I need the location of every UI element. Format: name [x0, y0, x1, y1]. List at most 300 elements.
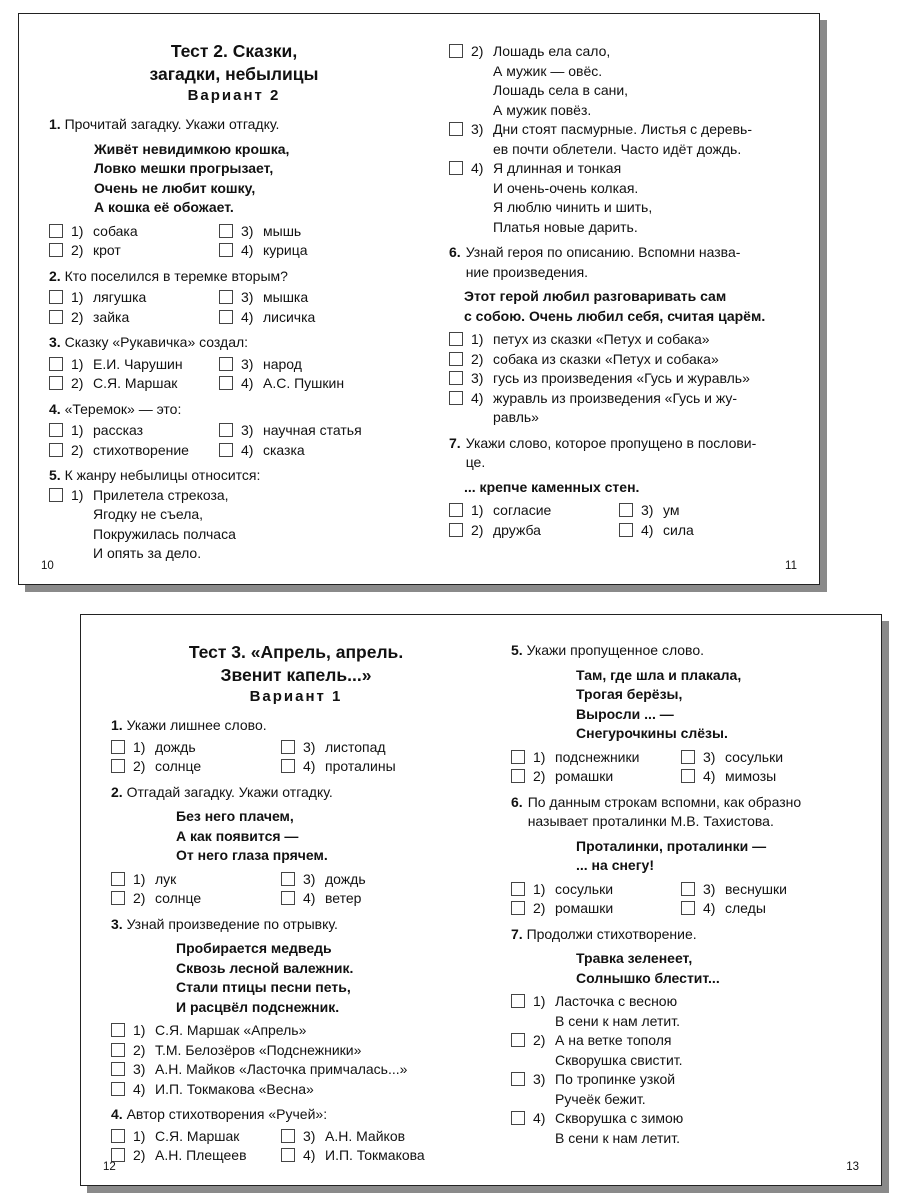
option[interactable]: [281, 757, 451, 777]
poem-text: [576, 837, 881, 876]
option-text: ромашки: [555, 900, 614, 916]
option[interactable]: [281, 738, 451, 758]
option[interactable]: [449, 330, 789, 350]
question-text: Прочитай загадку. Укажи отгадку.: [64, 116, 280, 132]
option[interactable]: [111, 1146, 281, 1166]
checkbox[interactable]: [511, 882, 525, 896]
poem-text: [576, 666, 881, 744]
option-number: 3): [703, 748, 716, 765]
option[interactable]: [219, 222, 389, 242]
option[interactable]: [681, 748, 851, 768]
option-number: 4): [241, 242, 254, 258]
option-number: 2): [133, 1147, 146, 1163]
options-q6: [449, 330, 819, 428]
option[interactable]: [111, 1080, 451, 1100]
checkbox[interactable]: [49, 443, 63, 457]
question-number: 3.: [49, 334, 61, 350]
checkbox[interactable]: [511, 901, 525, 915]
question-number: 4.: [111, 1106, 123, 1122]
test-title: [111, 641, 481, 687]
option-text: подснежники: [555, 748, 640, 765]
poem-line: А как появится —: [176, 827, 299, 844]
option-number: 1): [71, 486, 84, 503]
question-number: 1.: [49, 116, 61, 132]
question-text: Сказку «Рукавичка» создал:: [64, 334, 249, 350]
options-q6: [511, 880, 881, 919]
options-q2: [111, 870, 481, 909]
poem-line: Сквозь лесной валежник.: [176, 959, 354, 976]
options-q1: [111, 738, 481, 777]
question-text: Продолжи стихотворение.: [526, 925, 697, 942]
checkbox[interactable]: [511, 1111, 525, 1125]
option-number: 1): [71, 355, 84, 372]
option-text: дождь: [155, 738, 196, 755]
option-number: 1): [133, 1127, 146, 1144]
option[interactable]: [511, 1070, 851, 1109]
checkbox[interactable]: [111, 891, 125, 905]
option-number: 3): [303, 738, 316, 755]
checkbox[interactable]: [111, 1148, 125, 1162]
option[interactable]: [111, 738, 281, 758]
option[interactable]: [449, 120, 789, 159]
option[interactable]: [449, 501, 619, 521]
option[interactable]: [49, 355, 219, 375]
checkbox[interactable]: [49, 290, 63, 304]
option[interactable]: [281, 1146, 451, 1166]
excerpt-text: [176, 939, 481, 1017]
checkbox[interactable]: [449, 523, 463, 537]
question-5: [49, 466, 419, 486]
option[interactable]: [681, 880, 851, 900]
question-text: Отгадай загадку. Укажи отгадку.: [126, 783, 333, 800]
option-text: Ласточка с весною В сени к нам летит.: [555, 993, 680, 1029]
options-q2: [49, 288, 419, 327]
option-text: сила: [663, 521, 694, 538]
option-text: Лошадь ела сало, А мужик — овёс. Лошадь села в сани, А мужик повёз.: [493, 43, 629, 118]
page-10: [49, 40, 419, 564]
option-text: научная статья: [263, 422, 362, 438]
checkbox[interactable]: [281, 1148, 295, 1162]
option-number: 1): [471, 502, 484, 518]
question-7: [511, 925, 881, 945]
option-text: Скворушка с зимою В сени к нам летит.: [555, 1110, 684, 1146]
checkbox[interactable]: [111, 759, 125, 773]
question-2: [111, 783, 481, 803]
question-number: 5.: [49, 467, 61, 483]
checkbox[interactable]: [449, 122, 463, 136]
option-number: 2): [133, 890, 146, 906]
option[interactable]: [219, 441, 389, 461]
option-number: 2): [133, 1041, 146, 1058]
page-11: [449, 42, 819, 540]
option-text: сосульки: [555, 880, 614, 897]
option-number: 1): [71, 422, 84, 438]
checkbox[interactable]: [281, 872, 295, 886]
checkbox[interactable]: [449, 161, 463, 175]
option-text: И.П. Токмакова: [325, 1147, 425, 1163]
poem-text: [576, 949, 881, 988]
option-text: зайка: [93, 308, 130, 325]
test-title: [49, 40, 419, 86]
option-text: петух из сказки «Петух и собака»: [493, 331, 710, 347]
variant-label: Вариант 1: [249, 688, 343, 705]
option-text: И.П. Токмакова «Весна»: [155, 1080, 314, 1097]
option-number: 3): [471, 370, 484, 386]
option[interactable]: [49, 308, 219, 328]
checkbox[interactable]: [111, 1043, 125, 1057]
option[interactable]: [111, 1127, 281, 1147]
option-number: 2): [71, 308, 84, 325]
question-7: [449, 434, 819, 473]
option-number: 2): [533, 768, 546, 784]
checkbox[interactable]: [49, 488, 63, 502]
option-text: лисичка: [263, 308, 316, 325]
poem-line: Этот герой любил разговаривать сам: [464, 288, 727, 304]
option-number: 4): [303, 758, 316, 774]
option-text: собака из сказки «Петух и собака»: [493, 350, 719, 367]
option-number: 3): [303, 870, 316, 887]
option[interactable]: [281, 1127, 451, 1147]
option[interactable]: [281, 889, 451, 909]
option[interactable]: [49, 288, 219, 308]
option-text: мышь: [263, 222, 302, 239]
option-text: проталины: [325, 758, 396, 774]
option-text: собака: [93, 222, 138, 239]
option[interactable]: [449, 350, 789, 370]
option-text: сказка: [263, 441, 305, 458]
title-line: Звенит капель...»: [220, 665, 372, 685]
option-text: Я длинная и тонкая И очень-очень колкая. Я люблю чинить и шить, Платья новые дарить.: [493, 160, 653, 235]
options-q5-right: [449, 42, 819, 237]
option[interactable]: [111, 870, 281, 890]
option-text: А.Н. Майков «Ласточка примчалась...»: [155, 1061, 408, 1077]
option-text: стихотворение: [93, 441, 189, 458]
option[interactable]: [49, 441, 219, 461]
option-number: 1): [533, 748, 546, 765]
checkbox[interactable]: [111, 1129, 125, 1143]
option-number: 3): [533, 1071, 546, 1087]
option-text: ум: [663, 502, 680, 518]
checkbox[interactable]: [449, 391, 463, 405]
poem-line: ... на снегу!: [576, 857, 654, 873]
option-text: согласие: [493, 502, 552, 518]
options-q7: [511, 992, 881, 1148]
option-number: 1): [471, 331, 484, 347]
option-text: дождь: [325, 870, 366, 887]
option[interactable]: [449, 521, 619, 541]
option-text: Дни стоят пасмурные. Листья с деревь- ев почти облетели. Часто идёт дождь.: [493, 121, 752, 157]
option[interactable]: [449, 159, 789, 237]
poem-line: А кошка её обожает.: [94, 199, 234, 215]
option[interactable]: [511, 767, 681, 787]
option-text: По тропинке узкой Ручеёк бежит.: [555, 1071, 676, 1107]
option[interactable]: [619, 521, 789, 541]
page-13: [511, 641, 881, 1148]
question-3: [49, 333, 419, 353]
option-text: А на ветке тополя Скворушка свистит.: [555, 1032, 683, 1068]
checkbox[interactable]: [449, 44, 463, 58]
option-text: А.Н. Майков: [325, 1127, 406, 1144]
option[interactable]: [49, 421, 219, 441]
question-text: Автор стихотворения «Ручей»:: [126, 1106, 328, 1122]
option[interactable]: [49, 222, 219, 242]
option-text: солнце: [155, 890, 202, 906]
poem-line: Солнышко блестит...: [576, 969, 720, 986]
option[interactable]: [511, 880, 681, 900]
question-3: [111, 915, 481, 935]
option[interactable]: [111, 757, 281, 777]
option-text: курица: [263, 242, 308, 258]
option[interactable]: [49, 486, 389, 564]
checkbox[interactable]: [619, 503, 633, 517]
checkbox[interactable]: [111, 872, 125, 886]
option-number: 4): [533, 1110, 546, 1126]
option-text: дружба: [493, 521, 541, 538]
option[interactable]: [619, 501, 789, 521]
option[interactable]: [681, 899, 851, 919]
book-spread-bottom: [80, 614, 882, 1186]
question-text: Кто поселился в теремке вторым?: [64, 267, 288, 284]
checkbox[interactable]: [219, 443, 233, 457]
option-text: журавль из произведения «Гусь и жу- равль»: [493, 389, 738, 425]
option-text: гусь из произведения «Гусь и журавль»: [493, 370, 750, 386]
poem-line: Там, где шла и плакала,: [576, 666, 742, 683]
checkbox[interactable]: [511, 750, 525, 764]
checkbox[interactable]: [511, 994, 525, 1008]
checkbox[interactable]: [511, 769, 525, 783]
checkbox[interactable]: [281, 740, 295, 754]
option-number: 4): [303, 890, 316, 906]
option-text: лягушка: [93, 289, 147, 305]
poem-line: Без него плачем,: [176, 808, 294, 824]
checkbox[interactable]: [111, 1023, 125, 1037]
poem-line: Живёт невидимкою крошка,: [94, 140, 290, 157]
option-text: ромашки: [555, 768, 614, 784]
title-line: Тест 2. Сказки,: [170, 41, 298, 61]
checkbox[interactable]: [111, 1062, 125, 1076]
checkbox[interactable]: [49, 357, 63, 371]
poem-line: Трогая берёзы,: [576, 686, 683, 702]
checkbox[interactable]: [219, 224, 233, 238]
checkbox[interactable]: [281, 891, 295, 905]
option-text: ветер: [325, 890, 362, 906]
question-text: Укажи слово, которое пропущено в послови- це.: [465, 434, 757, 470]
question-6: [511, 793, 881, 832]
title-line: Тест 3. «Апрель, апрель.: [188, 642, 404, 662]
option-number: 3): [241, 422, 254, 438]
option-number: 3): [471, 121, 484, 137]
checkbox[interactable]: [219, 290, 233, 304]
poem-line: ... крепче каменных стен.: [464, 478, 640, 495]
option[interactable]: [511, 992, 851, 1031]
poem-line: Пробирается медведь: [176, 940, 332, 956]
checkbox[interactable]: [219, 376, 233, 390]
option-number: 3): [641, 502, 654, 518]
poem-line: От него глаза прячем.: [176, 847, 328, 863]
option-number: 2): [533, 900, 546, 916]
option-number: 3): [133, 1061, 146, 1077]
checkbox[interactable]: [619, 523, 633, 537]
checkbox[interactable]: [681, 769, 695, 783]
checkbox[interactable]: [49, 423, 63, 437]
question-text: К жанру небылицы относится:: [64, 467, 261, 483]
option-text: крот: [93, 242, 121, 258]
option[interactable]: [219, 421, 389, 441]
option-text: веснушки: [725, 880, 787, 897]
checkbox[interactable]: [49, 376, 63, 390]
option[interactable]: [511, 1031, 851, 1070]
variant-label: Вариант 2: [187, 87, 281, 104]
question-number: 7.: [511, 925, 523, 942]
riddle-text: [176, 807, 481, 866]
question-number: 4.: [49, 400, 61, 417]
poem-line: Проталинки, проталинки —: [576, 837, 767, 854]
checkbox[interactable]: [219, 310, 233, 324]
option-text: С.Я. Маршак «Апрель»: [155, 1022, 307, 1038]
option-text: С.Я. Маршак: [93, 375, 178, 391]
option[interactable]: [219, 374, 389, 394]
option[interactable]: [49, 374, 219, 394]
option-text: следы: [725, 900, 766, 916]
question-text: «Теремок» — это:: [64, 400, 182, 417]
option-number: 2): [71, 242, 84, 258]
option-text: А.С. Пушкин: [263, 375, 345, 391]
options-q7: [449, 501, 819, 540]
option-number: 3): [241, 222, 254, 239]
option-number: 1): [133, 1022, 146, 1038]
checkbox[interactable]: [281, 1129, 295, 1143]
checkbox[interactable]: [49, 224, 63, 238]
options-q4: [49, 421, 419, 460]
option[interactable]: [219, 241, 389, 261]
question-number: 7.: [449, 434, 461, 451]
option-number: 4): [471, 160, 484, 176]
option[interactable]: [219, 288, 389, 308]
option-text: рассказ: [93, 422, 144, 438]
option[interactable]: [49, 241, 219, 261]
question-5: [511, 641, 881, 661]
option[interactable]: [511, 1109, 851, 1148]
checkbox[interactable]: [219, 357, 233, 371]
checkbox[interactable]: [449, 371, 463, 385]
option[interactable]: [219, 355, 389, 375]
checkbox[interactable]: [681, 750, 695, 764]
option-number: 1): [533, 880, 546, 897]
option-number: 1): [71, 222, 84, 239]
option-text: листопад: [325, 738, 386, 755]
checkbox[interactable]: [681, 882, 695, 896]
option-number: 1): [533, 993, 546, 1009]
question-text: Узнай произведение по отрывку.: [126, 915, 338, 932]
question-text: Узнай героя по описанию. Вспомни назва- ние произведения.: [465, 244, 741, 280]
question-1: [49, 115, 419, 135]
option-text: Прилетела стрекоза, Ягодку не съела, Покружилась полчаса И опять за дело.: [93, 486, 236, 561]
option[interactable]: [449, 369, 789, 389]
option[interactable]: [511, 899, 681, 919]
option-text: солнце: [155, 758, 202, 774]
page-number: 12: [103, 1161, 116, 1173]
option-number: 4): [241, 308, 254, 325]
option[interactable]: [111, 889, 281, 909]
option[interactable]: [511, 748, 681, 768]
question-4: [49, 400, 419, 420]
checkbox[interactable]: [449, 503, 463, 517]
question-text: По данным строкам вспомни, как образно называет проталинки М.В. Тахистова.: [527, 793, 802, 829]
checkbox[interactable]: [49, 243, 63, 257]
option[interactable]: [281, 870, 451, 890]
option-number: 3): [303, 1127, 316, 1144]
checkbox[interactable]: [219, 423, 233, 437]
option-number: 4): [703, 900, 716, 916]
description-text: [464, 287, 819, 326]
option-number: 4): [471, 389, 484, 406]
question-number: 5.: [511, 642, 523, 658]
option-number: 4): [641, 521, 654, 538]
option[interactable]: [449, 42, 789, 120]
checkbox[interactable]: [449, 332, 463, 346]
option[interactable]: [111, 1021, 451, 1041]
checkbox[interactable]: [111, 740, 125, 754]
option[interactable]: [681, 767, 851, 787]
title-line: загадки, небылицы: [149, 64, 319, 84]
question-number: 1.: [111, 717, 123, 733]
option-number: 1): [71, 289, 84, 305]
option[interactable]: [111, 1060, 451, 1080]
page-number: 11: [785, 560, 797, 572]
poem-line: Стали птицы песни петь,: [176, 979, 351, 995]
riddle-text: [94, 140, 419, 218]
options-q3: [49, 355, 419, 394]
checkbox[interactable]: [111, 1082, 125, 1096]
option[interactable]: [111, 1041, 451, 1061]
poem-line: И расцвёл подснежник.: [176, 998, 340, 1015]
poem-line: Травка зеленеет,: [576, 950, 693, 966]
question-4: [111, 1105, 481, 1125]
page-12: [111, 641, 481, 1166]
option-number: 1): [133, 738, 146, 755]
option-text: мимозы: [725, 768, 777, 784]
question-6: [449, 243, 819, 282]
checkbox[interactable]: [219, 243, 233, 257]
option-number: 4): [303, 1147, 316, 1163]
option-number: 3): [241, 289, 254, 305]
options-q5: [511, 748, 881, 787]
checkbox[interactable]: [681, 901, 695, 915]
option-number: 3): [703, 880, 716, 897]
checkbox[interactable]: [281, 759, 295, 773]
option[interactable]: [219, 308, 389, 328]
question-number: 2.: [111, 783, 123, 800]
option[interactable]: [449, 389, 789, 428]
option-number: 1): [133, 870, 146, 887]
checkbox[interactable]: [449, 352, 463, 366]
page-number: 10: [41, 560, 54, 572]
option-number: 2): [471, 43, 484, 59]
checkbox[interactable]: [511, 1072, 525, 1086]
checkbox[interactable]: [511, 1033, 525, 1047]
option-number: 4): [133, 1080, 146, 1097]
question-1: [111, 716, 481, 736]
question-text: Укажи пропущенное слово.: [526, 642, 705, 658]
poem-line: с собою. Очень любил себя, считая царём.: [464, 307, 766, 324]
option-text: народ: [263, 355, 302, 372]
option-number: 2): [471, 521, 484, 538]
checkbox[interactable]: [49, 310, 63, 324]
option-number: 2): [533, 1032, 546, 1048]
question-number: 2.: [49, 267, 61, 284]
options-q1: [49, 222, 419, 261]
option-text: сосульки: [725, 748, 784, 765]
